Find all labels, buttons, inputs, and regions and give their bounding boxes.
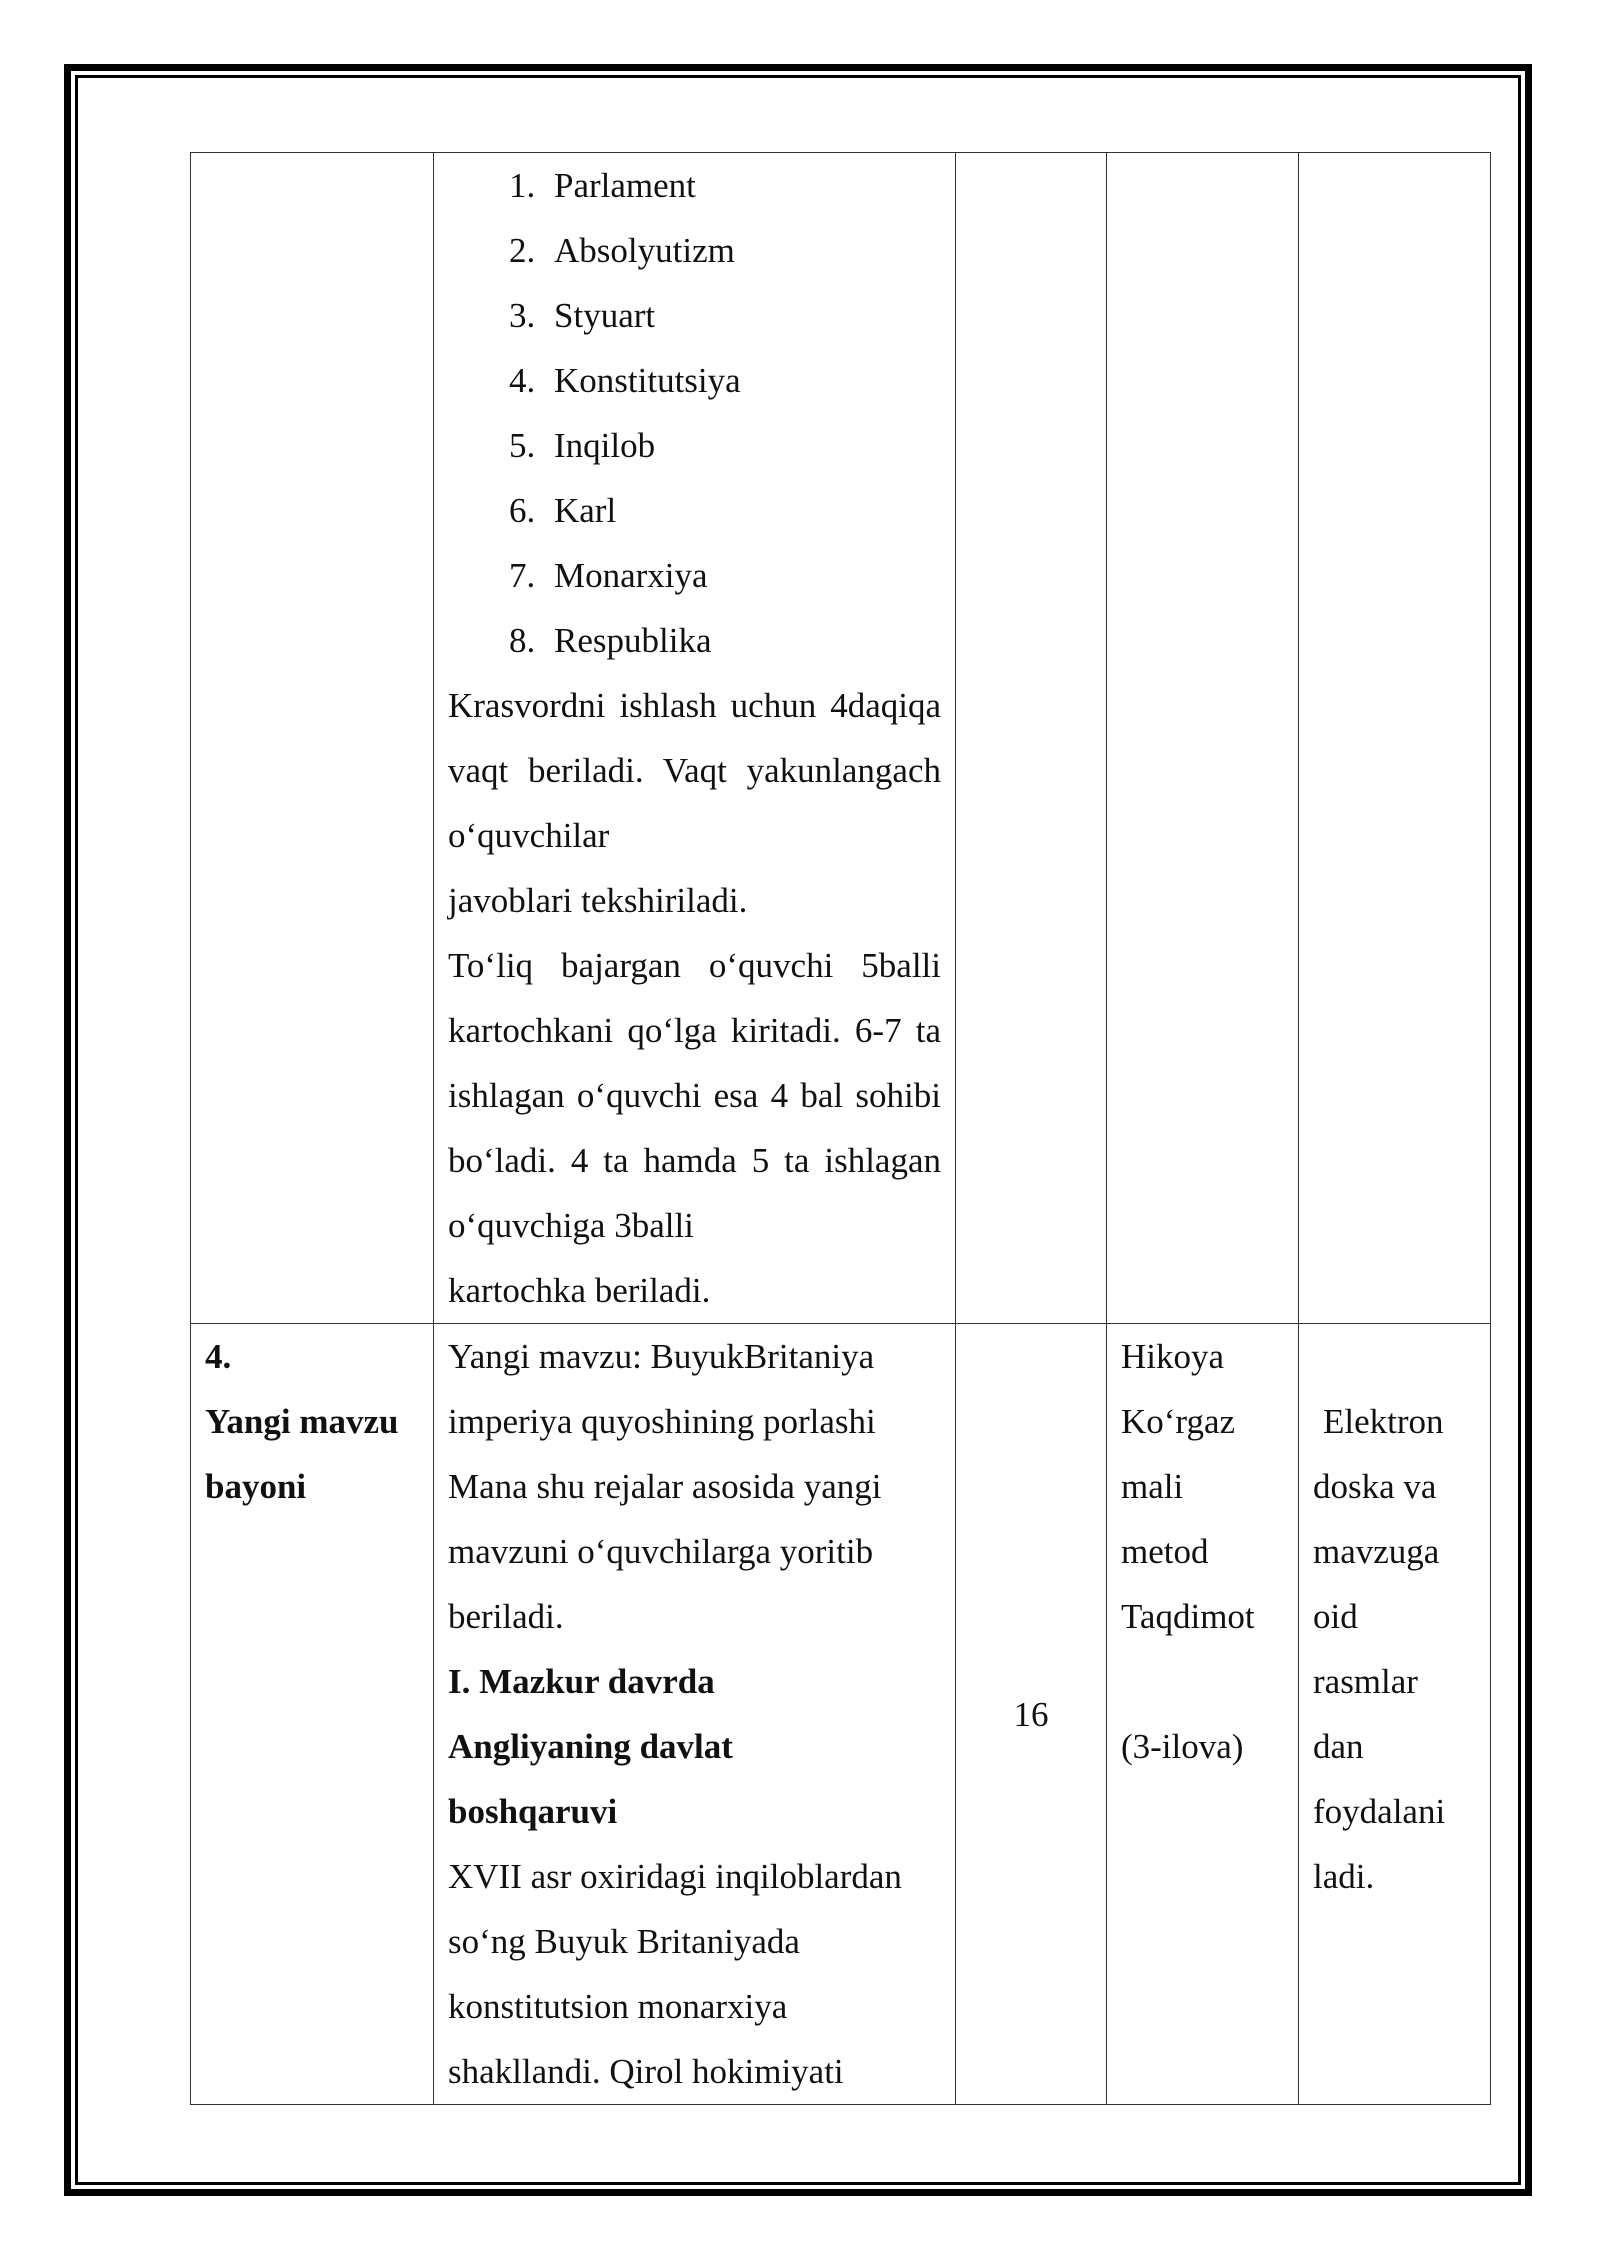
section-heading-cont: Angliyaning davlat: [448, 1727, 733, 1766]
table-row: [191, 153, 1491, 1324]
resource-text: mavzuga: [1313, 1532, 1440, 1571]
body-text-cont: so‘ng Buyuk Britaniyada: [448, 1922, 800, 1961]
resource-text: Elektron: [1323, 1402, 1444, 1441]
list-item: 7. Monarxiya: [544, 543, 941, 608]
method-item-cont: mali: [1121, 1467, 1184, 1506]
body-text-cont: konstitutsion monarxiya: [448, 1987, 788, 2026]
method-item: Hikoya: [1121, 1337, 1225, 1376]
method-cell: [1107, 153, 1299, 1324]
time-cell: [956, 153, 1107, 1324]
resource-cell: [1299, 1324, 1491, 2105]
crossword-instruction-text-end: javoblari tekshiriladi.: [448, 881, 748, 920]
intro-text-end: beriladi.: [448, 1597, 564, 1636]
table-row: [191, 1324, 1491, 2105]
body-text: XVII asr oxiridagi inqiloblardan: [448, 1857, 902, 1896]
new-topic-title-cont: imperiya quyoshining porlashi: [448, 1402, 876, 1441]
lesson-plan-table: [190, 152, 1491, 2105]
minutes-value: 16: [1013, 1694, 1049, 1734]
spacer: [1313, 1324, 1476, 1389]
resource-cell: [1299, 153, 1491, 1324]
section-heading: I. Mazkur davrda: [448, 1662, 715, 1701]
section-heading-end: boshqaruvi: [448, 1792, 618, 1831]
resource-text: rasmlar: [1313, 1662, 1418, 1701]
stage-number: 4.: [205, 1337, 232, 1376]
appendix-ref: (3-ilova): [1121, 1727, 1244, 1766]
new-topic-title: Yangi mavzu: BuyukBritaniya: [448, 1337, 875, 1376]
list-item: 4. Konstitutsiya: [544, 348, 941, 413]
grading-rules-text: To‘liq bajargan o‘quvchi 5balli kartochkani qo‘lga kiritadi. 6-7 ta ishlagan o‘quvchi esa 4 bal sohibi bo‘ladi. 4 ta hamda 5 ta ishlagan o‘quvchiga 3balli: [448, 946, 941, 1245]
content-cell: [434, 1324, 956, 2105]
list-item: 8. Respublika: [544, 608, 941, 673]
method-cell: [1107, 1324, 1299, 2105]
intro-text: Mana shu rejalar asosida yangi: [448, 1467, 882, 1506]
crossword-instruction-text: Krasvordni ishlash uchun 4daqiqa vaqt beriladi. Vaqt yakunlangach o‘quvchilar: [448, 686, 941, 855]
crossword-terms-list: [448, 153, 941, 673]
resource-text: foydalani: [1313, 1792, 1446, 1831]
list-item: 3. Styuart: [544, 283, 941, 348]
content-cell: [434, 153, 956, 1324]
stage-cell: [191, 1324, 434, 2105]
resource-text: oid: [1313, 1597, 1358, 1636]
body-text-cont: shakllandi. Qirol hokimiyati: [448, 2052, 844, 2091]
list-item: 5. Inqilob: [544, 413, 941, 478]
stage-title: Yangi mavzu: [205, 1402, 399, 1441]
method-item: Ko‘rgaz: [1121, 1402, 1236, 1441]
grading-rules-text-end: kartochka beriladi.: [448, 1271, 711, 1310]
list-item: 2. Absolyutizm: [544, 218, 941, 283]
stage-title-cont: bayoni: [205, 1467, 307, 1506]
stage-cell: [191, 153, 434, 1324]
resource-text: dan: [1313, 1727, 1364, 1766]
method-item: Taqdimot: [1121, 1597, 1255, 1636]
intro-text-cont: mavzuni o‘quvchilarga yoritib: [448, 1532, 874, 1571]
resource-text: ladi.: [1313, 1857, 1375, 1896]
spacer: [1121, 1649, 1284, 1714]
list-item: 1. Parlament: [544, 153, 941, 218]
list-item: 6. Karl: [544, 478, 941, 543]
method-item: metod: [1121, 1532, 1209, 1571]
resource-text: doska va: [1313, 1467, 1437, 1506]
time-cell: [956, 1324, 1107, 2105]
